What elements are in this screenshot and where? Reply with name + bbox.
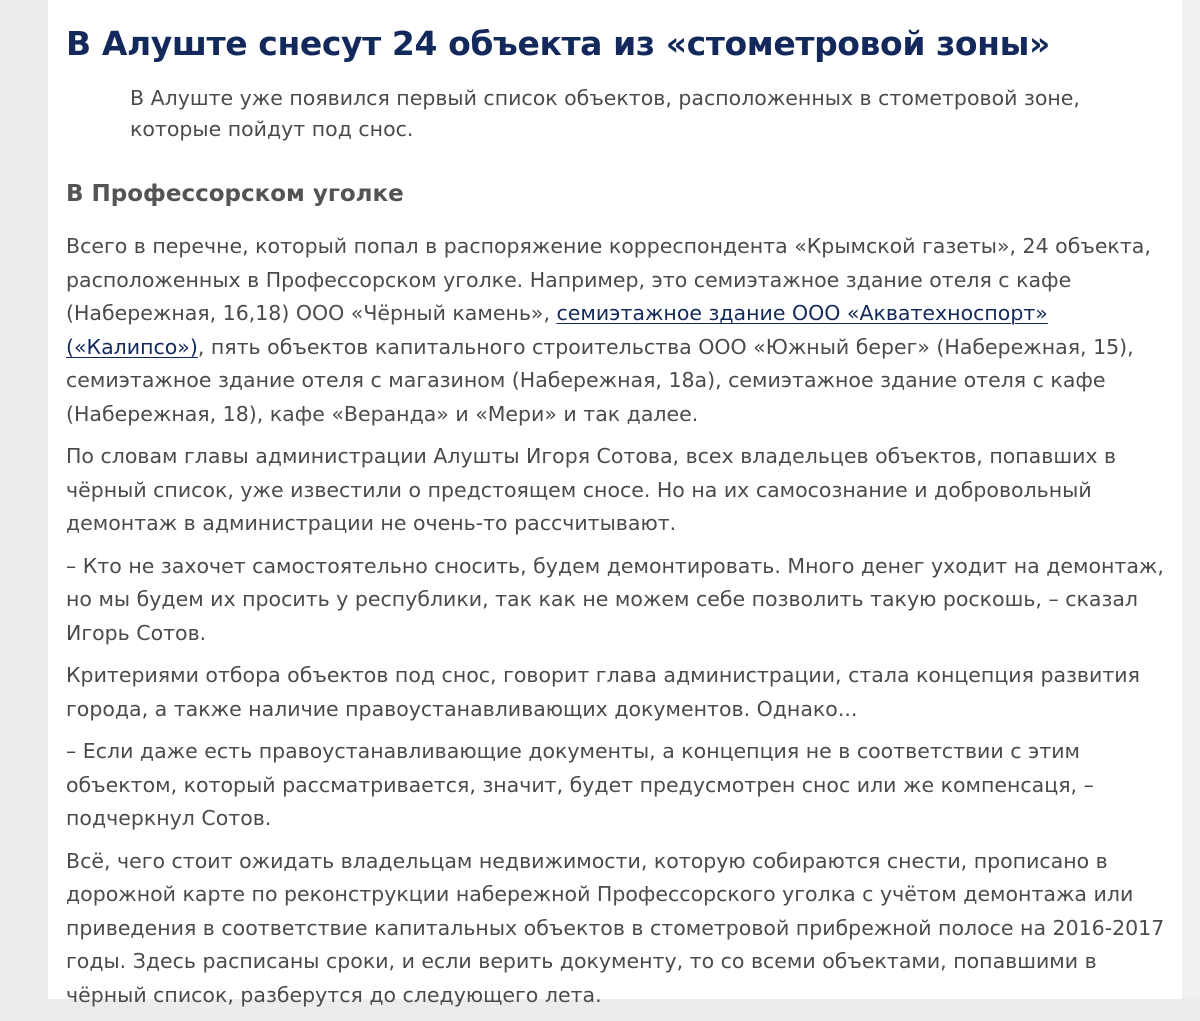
paragraph-4: Критериями отбора объектов под снос, говорит глава администрации, стала концепция развития города, а также наличие правоустанавливающих документов. Однако... [66, 663, 1140, 721]
kalipso-link[interactable]: семиэтажное здание ООО «Акватехноспорт» («Калипсо») [66, 301, 1048, 359]
paragraph-1-text-before: Всего в перечне, который попал в распоряжение корреспондента «Крымской газеты», 24 объекта, расположенных в Профессорском уголке. Например, это семиэтажное здание отеля с кафе (Набережная, 16,18) ООО «Чёрный камень», [66, 234, 1151, 325]
paragraph-3: – Кто не захочет самостоятельно сносить, будем демонтировать. Много денег уходит на демонтаж, но мы будем их просить у республики, так как не можем себе позволить такую роскошь, – сказал Игорь Сотов. [66, 553, 1164, 645]
paragraph-5: – Если даже есть правоустанавливающие документы, а концепция не в соответствии с этим объектом, который рассматривается, значит, будет предусмотрен снос или же компенсаця, – подчеркнул Сотов. [66, 739, 1094, 830]
article-body [66, 230, 1176, 1021]
article-lead: В Алуште уже появился первый список объектов, расположенных в стометровой зоне, которые пойдут под снос. [130, 86, 1080, 141]
article-title: В Алуште снесут 24 объекта из «стометровой зоны» [66, 24, 1050, 63]
article-page [48, 0, 1182, 1007]
scrollbar[interactable] [1182, 0, 1200, 999]
paragraph-6: Всё, чего стоит ожидать владельцам недвижимости, которую собираются снести, прописано в дорожной карте по реконструкции набережной Профессорского уголка с учётом демонтажа или приведения в соответствие капитальных объектов в стометровой прибрежной полосе на 2016-2017 годы. Здесь расписаны сроки, и если верить документу, то со всеми объектами, попавшими в чёрный список, разберутся до следующего лета. [66, 848, 1165, 1007]
paragraph-2: По словам главы администрации Алушты Игоря Сотова, всех владельцев объектов, попавших в чёрный список, уже известили о предстоящем сносе. Но на их самосознание и добровольный демонтаж в администрации не очень-то рассчитывают. [66, 444, 1117, 535]
paragraph-1-text-after: , пять объектов капитального строительства ООО «Южный берег» (Набережная, 15), семиэтажное здание отеля с магазином (Набережная, 18а), семиэтажное здание отеля с кафе (Набережная, 18), кафе «Веранда» и «Мери» и так далее. [66, 334, 1134, 426]
paragraph-1 [66, 230, 1176, 431]
section-heading: В Профессорском уголке [66, 181, 404, 207]
